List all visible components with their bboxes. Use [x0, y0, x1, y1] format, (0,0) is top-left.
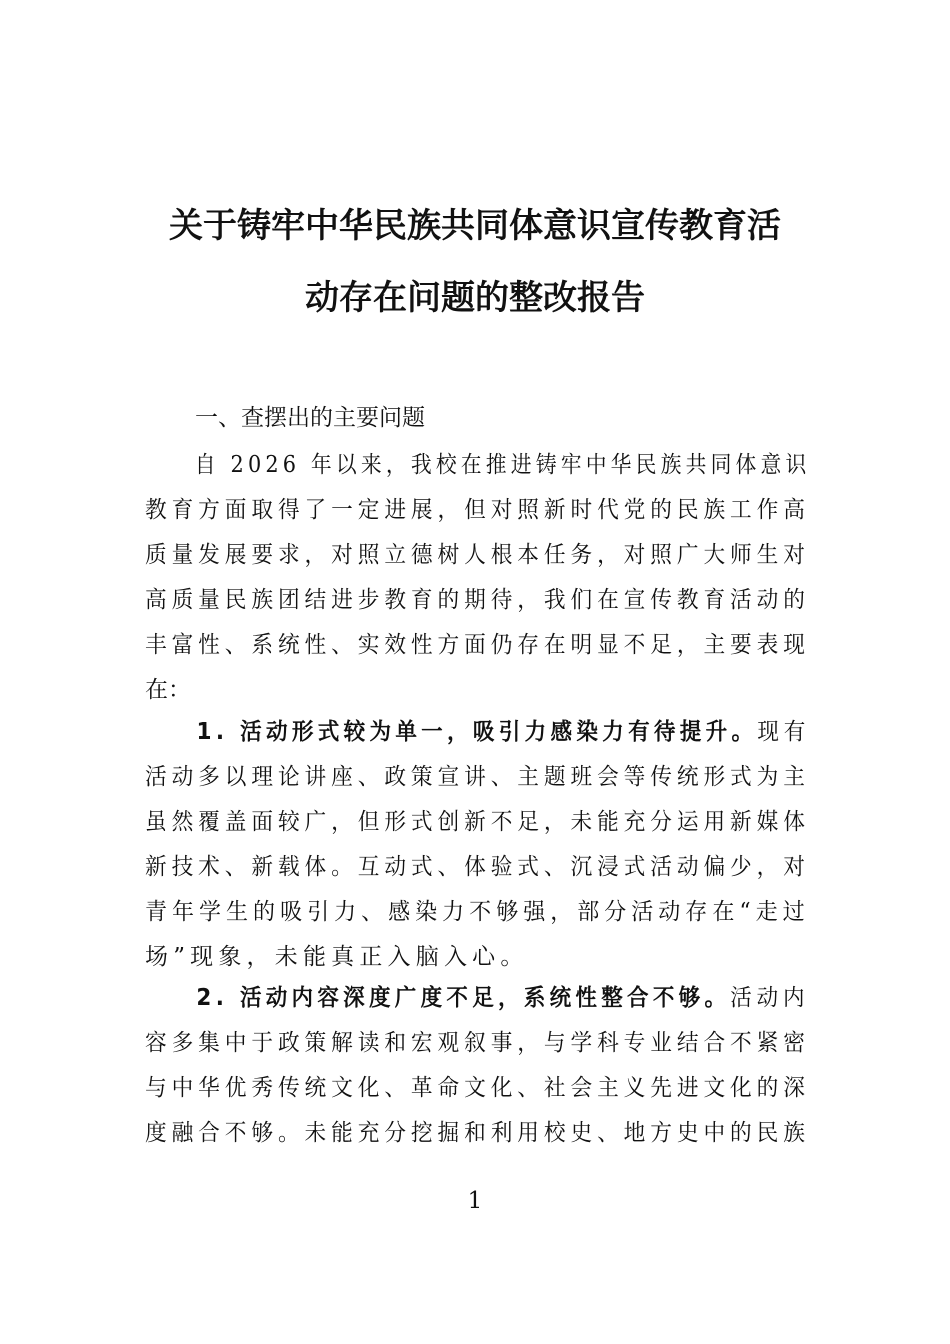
title-line-1: 关于铸牢中华民族共同体意识宣传教育活: [169, 206, 781, 246]
intro-paragraph: [145, 443, 810, 713]
intro-line-1: 自 2026 年以来，我校在推进铸牢中华民族共同体意识: [194, 452, 811, 478]
intro-line-5: 丰富性、系统性、实效性方面仍存在明显不足，主要表现: [145, 632, 810, 658]
section-heading: 一、查摆出的主要问题: [195, 405, 425, 431]
item2-line-4: 度融合不够。未能充分挖掘和利用校史、地方史中的民族: [145, 1120, 810, 1146]
item2-line-2: 容多集中于政策解读和宏观叙事，与学科专业结合不紧密: [145, 1030, 810, 1056]
intro-line-6: 在：: [145, 677, 191, 703]
problem-item-1: [145, 710, 810, 980]
title-line-2: 动存在问题的整改报告: [305, 278, 645, 318]
item1-line-4: 新技术、新载体。互动式、体验式、沉浸式活动偏少，对: [145, 854, 810, 880]
item1-line-6: 场”现象，未能真正入脑入心。: [145, 944, 529, 970]
document-title: [140, 190, 810, 334]
item2-line-3: 与中华优秀传统文化、革命文化、社会主义先进文化的深: [145, 1075, 810, 1101]
problem-item-2: [145, 976, 810, 1156]
item1-first-line: [145, 710, 811, 755]
intro-line-3: 质量发展要求，对照立德树人根本任务，对照广大师生对: [145, 542, 810, 568]
page-number: 1: [467, 1188, 483, 1214]
item1-heading: 1. 活动形式较为单一，吸引力感染力有待提升。: [196, 719, 758, 745]
item1-first-line-rest: 现有: [757, 719, 811, 745]
item2-heading: 2. 活动内容深度广度不足，系统性整合不够。: [196, 985, 731, 1011]
intro-line-2: 教育方面取得了一定进展，但对照新时代党的民族工作高: [145, 497, 810, 523]
item2-first-line-rest: 活动内: [730, 985, 810, 1011]
item1-line-5: 青年学生的吸引力、感染力不够强，部分活动存在“走过: [145, 899, 810, 925]
item1-line-2: 活动多以理论讲座、政策宣讲、主题班会等传统形式为主: [145, 764, 810, 790]
item2-first-line: [145, 976, 810, 1021]
intro-line-4: 高质量民族团结进步教育的期待，我们在宣传教育活动的: [145, 587, 810, 613]
item1-line-3: 虽然覆盖面较广，但形式创新不足，未能充分运用新媒体: [145, 809, 810, 835]
